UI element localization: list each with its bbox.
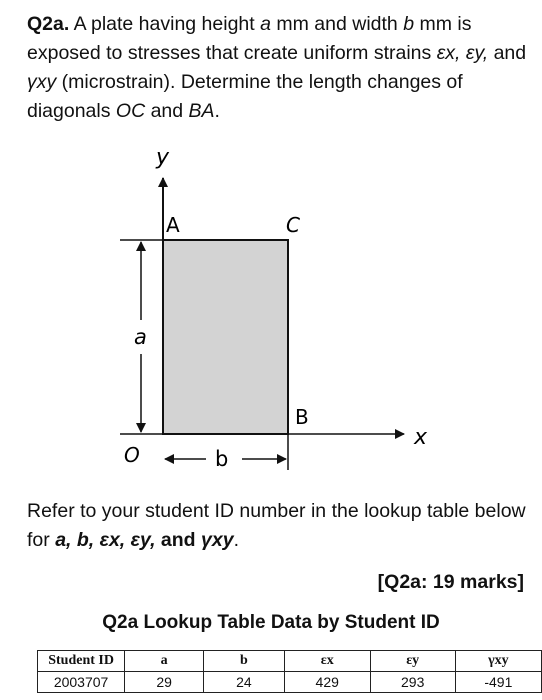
- plate-rect: [163, 240, 288, 434]
- cell-b: 24: [204, 672, 285, 693]
- question-part: and: [488, 42, 527, 64]
- instruction-vars: a, b, εx, εy,: [55, 529, 156, 551]
- cell-epsilon-x: 429: [284, 672, 370, 693]
- corner-c-label: C: [286, 213, 300, 237]
- header-epsilon-x: εx: [284, 651, 370, 672]
- dim-a-label: a: [134, 325, 147, 349]
- question-part: mm is exposed to stresses that create uniform strains: [27, 13, 472, 64]
- instruction-part: Refer to your student ID number in the lookup table below for: [27, 500, 526, 551]
- question-part: (microstrain). Determine the length changes of diagonals: [27, 71, 463, 122]
- question-part: mm and width: [270, 13, 404, 35]
- diag-oc: OC: [115, 100, 146, 122]
- cell-student-id: 2003707: [38, 672, 125, 693]
- corner-b-label: B: [295, 405, 309, 429]
- question-part: .: [214, 100, 220, 122]
- dim-b-label: b: [215, 447, 229, 471]
- question-part: A plate having height: [69, 13, 261, 35]
- origin-o-label: O: [124, 443, 140, 467]
- instruction-part: and: [155, 529, 202, 551]
- lookup-table: [37, 650, 542, 693]
- header-b: b: [204, 651, 285, 672]
- header-gamma-xy: γxy: [455, 651, 541, 672]
- var-b: b: [403, 13, 415, 35]
- table-row: [38, 672, 542, 693]
- diag-ba: BA: [188, 100, 215, 122]
- var-gamma-xy: γxy: [27, 71, 57, 93]
- header-epsilon-y: εy: [370, 651, 455, 672]
- var-epsilon-y: εy,: [465, 42, 489, 64]
- instruction-text: [27, 497, 532, 555]
- var-a: a: [260, 13, 271, 35]
- cell-a: 29: [125, 672, 204, 693]
- corner-a-label: A: [166, 213, 180, 237]
- instruction-part: .: [233, 529, 239, 551]
- x-axis-label: x: [414, 425, 428, 450]
- instruction-gamma: γxy: [201, 529, 234, 551]
- cell-gamma-xy: -491: [455, 672, 541, 693]
- var-epsilon-x: εx,: [436, 42, 461, 64]
- table-header-row: [38, 651, 542, 672]
- marks-label: [Q2a: 19 marks]: [377, 571, 524, 593]
- table-title: Q2a Lookup Table Data by Student ID: [102, 612, 440, 633]
- header-a: a: [125, 651, 204, 672]
- question-part: and: [145, 100, 189, 122]
- y-axis-label: y: [156, 145, 170, 170]
- cell-epsilon-y: 293: [370, 672, 455, 693]
- question-label: Q2a.: [27, 13, 70, 35]
- header-student-id: Student ID: [38, 651, 125, 672]
